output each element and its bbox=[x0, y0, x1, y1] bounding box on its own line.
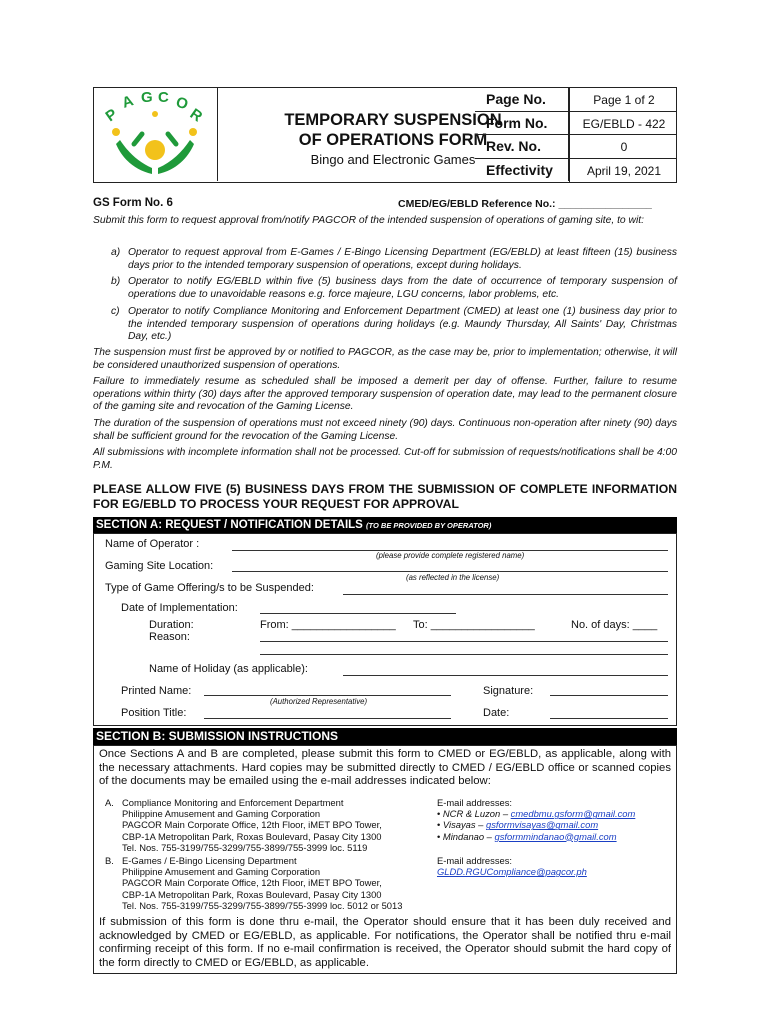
paragraph-approval: The suspension must first be approved by or notified to PAGCOR, as the case may be, prior to implementation; otherwise, it will be considered unauthorized suspension of operations. bbox=[93, 347, 677, 371]
meta-label-form: Form No. bbox=[486, 114, 548, 131]
position-input[interactable] bbox=[204, 718, 451, 719]
section-b-header: SECTION B: SUBMISSION INSTRUCTIONS bbox=[93, 728, 677, 745]
reference-number-field[interactable]: CMED/EG/EBLD Reference No.: ________________ bbox=[398, 198, 652, 210]
holiday-label: Name of Holiday (as applicable): bbox=[149, 663, 308, 675]
list-item: a) Operator to request approval from E-Games / E-Bingo Licensing Department (EG/EBLD) at least fifteen (15) business days prior to the intended temporary suspension of operations, except during holidays. bbox=[111, 247, 677, 271]
date-input[interactable] bbox=[550, 718, 668, 719]
position-label: Position Title: bbox=[121, 707, 187, 719]
email-link-mindanao[interactable]: gsformmindanao@gmail.com bbox=[494, 830, 617, 842]
svg-text:O: O bbox=[173, 93, 191, 114]
processing-notice: PLEASE ALLOW FIVE (5) BUSINESS DAYS FROM THE SUBMISSION OF COMPLETE INFORMATION FOR EG/EBLD TO PROCESS YOUR REQUEST FOR APPROVAL bbox=[93, 482, 677, 511]
signature-label: Signature: bbox=[483, 685, 534, 697]
intro-text: Submit this form to request approval from/notify PAGCOR of the intended suspension of operations of gaming site, to wit: bbox=[93, 215, 644, 226]
signature-input[interactable] bbox=[550, 695, 668, 696]
bullet-icon: • bbox=[437, 819, 441, 831]
svg-text:C: C bbox=[158, 89, 169, 106]
printed-name-label: Printed Name: bbox=[121, 685, 192, 697]
list-item: c) Operator to notify Compliance Monitoring and Enforcement Department (CMED) at least one (1) business day prior to the intended temporary suspension of operations during holidays (e.g. Maundy Thursday, All Saints' Day, Christmas Day, etc.) bbox=[111, 306, 677, 342]
section-b-footer: If submission of this form is done thru e-mail, the Operator should ensure that it has been duly received and acknowledged by CMED or EG/EBLD, as applicable. For notifications, the Operator shall be notified thru e-mail confirming receipt of this form. If no e-mail confirmation is received, the Operator should submit the hard copy of the form directly to CMED or EG/EBLD, as applicable. bbox=[99, 916, 671, 969]
site-label: Gaming Site Location: bbox=[105, 560, 214, 572]
svg-text:G: G bbox=[141, 89, 153, 106]
bullet-icon: • bbox=[437, 830, 441, 842]
meta-labels bbox=[486, 88, 677, 182]
email-block-egebld: E-mail addresses: GLDD.RGUCompliance@pagcor.ph bbox=[437, 855, 587, 878]
list-item: b) Operator to notify EG/EBLD within five (5) business days from the date of occurrence of temporary suspension of operations due to unavoidable reasons e.g. force majeure, LGU concerns, labor problems, etc. bbox=[111, 276, 677, 300]
game-input[interactable] bbox=[343, 594, 668, 595]
gs-form-number: GS Form No. 6 bbox=[93, 197, 173, 209]
from-field[interactable]: From: _________________ bbox=[260, 619, 396, 631]
meta-value-page: Page 1 of 2 bbox=[593, 93, 655, 107]
operator-hint: (please provide complete registered name) bbox=[376, 551, 525, 560]
section-a-header: SECTION A: REQUEST / NOTIFICATION DETAILS (TO BE PROVIDED BY OPERATOR) bbox=[93, 517, 677, 533]
reason-input-line2[interactable] bbox=[260, 654, 668, 655]
svg-text:P: P bbox=[102, 105, 121, 126]
pagcor-logo bbox=[94, 88, 218, 181]
office-egebld: B. E-Games / E-Bingo Licensing Department Philippine Amusement and Gaming Corporation PAGCOR Main Corporate Office, 12th Floor, iMET BPO Tower, CBP-1A Metropolitan Park, Roxas Boulevard, Pasay City 1300 Tel. Nos. 755-3199/755-3299/755-3899/755-3999 loc. 5012 or 5013 bbox=[105, 855, 403, 911]
implementation-input[interactable] bbox=[260, 613, 456, 614]
meta-label-rev: Rev. No. bbox=[486, 138, 541, 154]
date-label: Date: bbox=[483, 707, 510, 719]
operator-label: Name of Operator : bbox=[105, 538, 200, 550]
to-field[interactable]: To: _________________ bbox=[413, 619, 535, 631]
office-cmed: A. Compliance Monitoring and Enforcement Department Philippine Amusement and Gaming Corporation PAGCOR Main Corporate Office, 12th Floor, iMET BPO Tower, CBP-1A Metropolitan Park, Roxas Boulevard, Pasay City 1300 Tel. Nos. 755-3199/755-3299/755-3899/755-3999 loc. 5119 bbox=[105, 797, 382, 853]
email-link-gldd[interactable]: GLDD.RGUCompliance@pagcor.ph bbox=[437, 866, 587, 878]
implementation-label: Date of Implementation: bbox=[121, 602, 238, 614]
holiday-input[interactable] bbox=[343, 675, 668, 676]
bullet-icon: • bbox=[437, 808, 441, 820]
site-input[interactable] bbox=[232, 571, 668, 572]
email-link-visayas[interactable]: gsformvisayas@gmail.com bbox=[486, 819, 599, 831]
paragraph-cutoff: All submissions with incomplete information shall not be processed. Cut-off for submission of requests/notifications shall be 4:00 P.M. bbox=[93, 447, 677, 471]
form-title-line1: TEMPORARY SUSPENSION bbox=[284, 111, 502, 129]
game-label: Type of Game Offering/s to be Suspended: bbox=[105, 582, 314, 594]
meta-value-rev: 0 bbox=[620, 140, 628, 154]
representative-hint: (Authorized Representative) bbox=[270, 697, 368, 706]
printed-name-input[interactable] bbox=[204, 695, 451, 696]
svg-text:A: A bbox=[119, 92, 136, 112]
paragraph-demerit: Failure to immediately resume as scheduled shall be imposed a demerit per day of offense. Further, failure to resume operations within thirty (30) days after the approved temporary suspension of operation date, may lead to the permanent closure of the gaming site and revocation of the Gaming License. bbox=[93, 376, 677, 412]
paragraph-duration: The duration of the suspension of operations must not exceed ninety (90) days. Continuous non-operation after ninety (90) days shall be sufficient ground for the revocation of the Gaming License. bbox=[93, 418, 677, 442]
svg-text:R: R bbox=[186, 105, 206, 126]
email-link-ncr[interactable]: cmedbmu.gsform@gmail.com bbox=[510, 808, 636, 820]
days-field[interactable]: No. of days: ____ bbox=[571, 619, 658, 631]
section-b-intro: Once Sections A and B are completed, please submit this form to CMED or EG/EBLD, as applicable, along with the necessary attachments. Hard copies may be submitted directly to CMED / EG/EBLD office or scanned copies of the documents may be emailed using the e-mail addresses indicated below: bbox=[99, 748, 671, 787]
email-block-cmed: E-mail addresses: • NCR & Luzon – cmedbmu.gsform@gmail.com • Visayas – gsformvisayas@gmail.com • Mindanao – gsformmindanao@gmail.com bbox=[437, 797, 636, 842]
duration-label: Duration: bbox=[149, 619, 194, 631]
meta-value-effectivity: April 19, 2021 bbox=[586, 163, 662, 178]
meta-value-form: EG/EBLD - 422 bbox=[582, 116, 666, 131]
reason-input-line1[interactable] bbox=[260, 641, 668, 642]
site-hint: (as reflected in the license) bbox=[406, 573, 500, 582]
reason-label: Reason: bbox=[149, 631, 190, 643]
meta-label-page: Page No. bbox=[486, 91, 546, 107]
form-subtitle: Bingo and Electronic Games bbox=[310, 152, 476, 167]
meta-label-effectivity: Effectivity bbox=[486, 161, 553, 178]
form-title-line2: OF OPERATIONS FORM bbox=[298, 131, 488, 149]
